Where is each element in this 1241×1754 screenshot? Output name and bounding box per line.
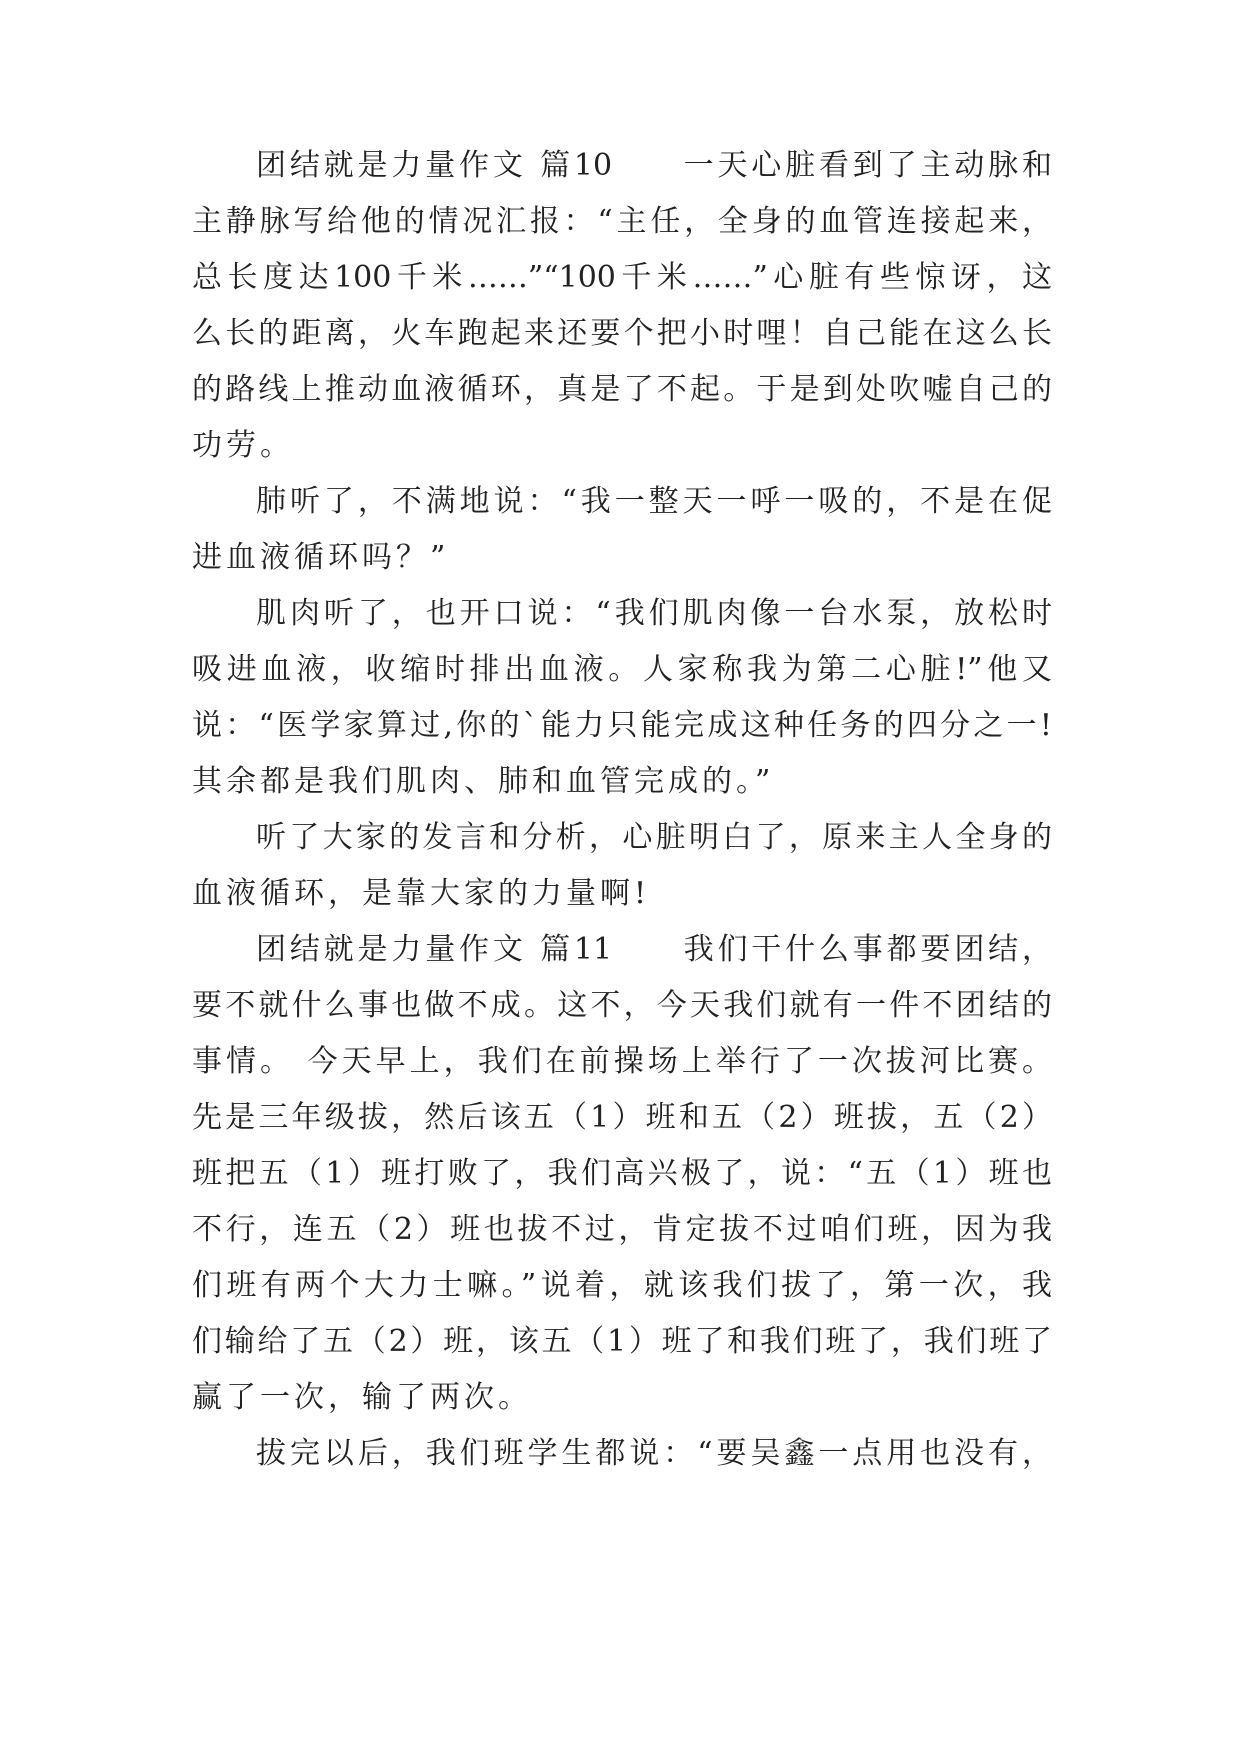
text-line: 拔完以后，我们班学生都说：“要吴鑫一点用也没有，: [256, 1436, 1052, 1471]
text-line: 要不就什么事也做不成。这不，今天我们就有一件不团结的: [192, 988, 1052, 1023]
text-line: 听了大家的发言和分析，心脏明白了，原来主人全身的: [256, 820, 1052, 855]
text-line: 进血液循环吗？”: [192, 540, 450, 575]
text-line: 肌肉听了，也开口说：“我们肌肉像一台水泵，放松时: [256, 596, 1052, 631]
text-line: 其余都是我们肌肉、肺和血管完成的。”: [192, 764, 775, 799]
text-line: 肺听了，不满地说：“我一整天一呼一吸的，不是在促: [256, 484, 1052, 519]
text-line: 先是三年级拔，然后该五（1）班和五（2）班拔，五（2）: [192, 1100, 1052, 1135]
text-line: 们输给了五（2）班，该五（1）班了和我们班了，我们班了: [192, 1324, 1052, 1359]
text-line: 总长度达100千米……”“100千米……”心脏有些惊讶，这: [192, 260, 1052, 295]
text-line: 团结就是力量作文 篇10 一天心脏看到了主动脉和: [256, 148, 1052, 183]
text-line: 赢了一次，输了两次。: [192, 1380, 532, 1415]
text-line: 团结就是力量作文 篇11 我们干什么事都要团结，: [256, 932, 1052, 967]
text-line: 主静脉写给他的情况汇报：“主任，全身的血管连接起来，: [192, 204, 1052, 239]
text-line: 说：“医学家算过,你的`能力只能完成这种任务的四分之一!: [192, 708, 1052, 743]
text-line: 的路线上推动血液循环，真是了不起。于是到处吹嘘自己的: [192, 372, 1052, 407]
text-line: 血液循环，是靠大家的力量啊!: [192, 876, 651, 911]
text-line: 事情。 今天早上，我们在前操场上举行了一次拔河比赛。: [192, 1044, 1052, 1079]
text-line: 么长的距离，火车跑起来还要个把小时哩！自己能在这么长: [192, 316, 1052, 351]
text-line: 功劳。: [192, 428, 294, 463]
text-line: 们班有两个大力士嘛。”说着，就该我们拔了，第一次，我: [192, 1268, 1052, 1303]
text-line: 不行，连五（2）班也拔不过，肯定拔不过咱们班，因为我: [192, 1212, 1052, 1247]
text-line: 吸进血液，收缩时排出血液。人家称我为第二心脏!”他又: [192, 652, 1052, 687]
text-line: 班把五（1）班打败了，我们高兴极了，说：“五（1）班也: [192, 1156, 1052, 1191]
